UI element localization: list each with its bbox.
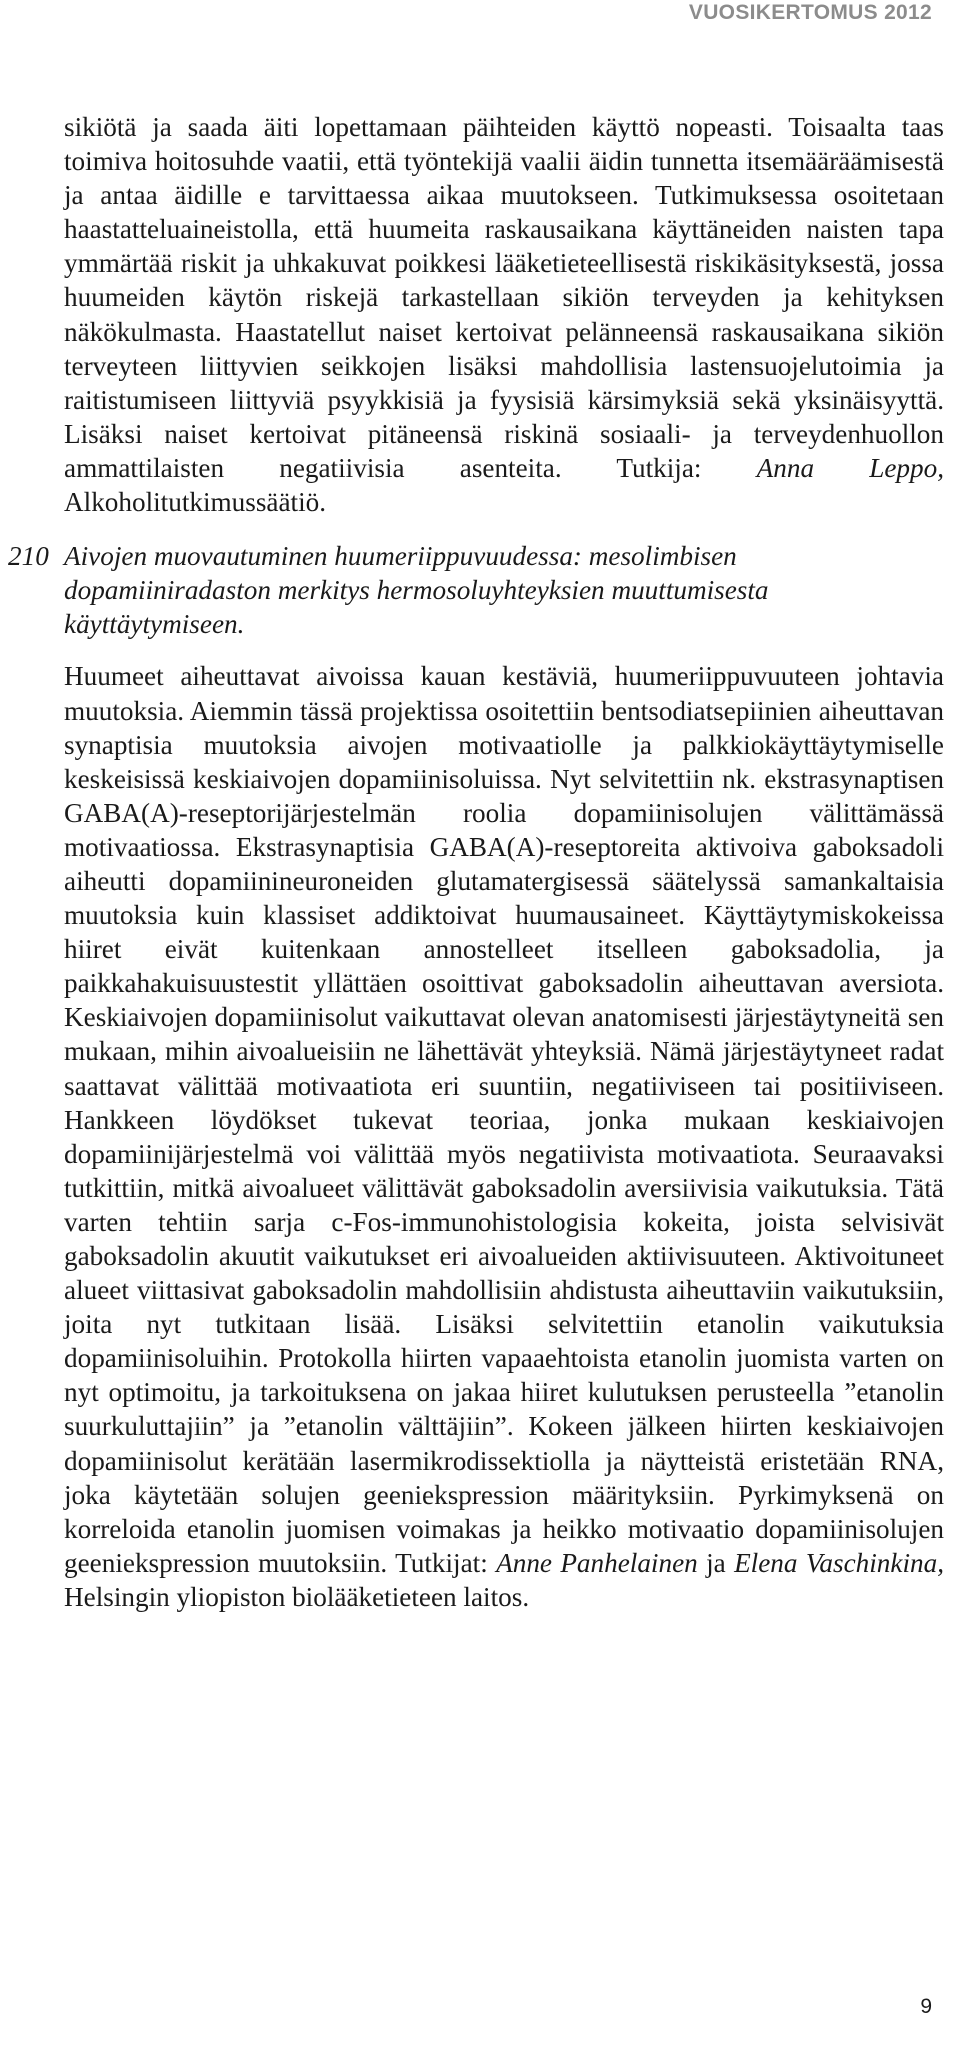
paragraph-text: sikiötä ja saada äiti lopettamaan päihteiden käyttö nopeasti. Toisaalta taas toimiva hoitosuhde vaatii, että työntekijä vaalii äidin tunnetta itsemääräämisestä ja antaa äidille e tarvittaessa aikaa muutokseen. Tutkimuksessa osoitetaan haastatteluaineistolla, että huumeita raskausaikana käyttäneiden naisten tapa ymmärtää riskit ja uhkakuvat poikkesi lääketieteellisestä riskikäsityksestä, jossa huumeiden käytön riskejä tarkastellaan sikiön terveyden ja kehityksen näkökulmasta. Haastatellut naiset kertoivat pelänneensä raskausaikana sikiön terveyteen liittyvien seikkojen lisäksi mahdollisia lastensuojelutoimia ja raitistumiseen liittyviä psyykkisiä ja fyysisiä kärsimyksiä sekä yksinäisyyttä. Lisäksi naiset kertoivat pitäneensä riskinä sosiaali- ja terveydenhuollon ammattilaisten negatiivisia asenteita. bbox=[64, 112, 944, 483]
continued-paragraph bbox=[64, 110, 944, 519]
institution-name: Alkoholitutkimussäätiö. bbox=[64, 487, 327, 518]
entry-institution: Helsingin yliopiston biolääketieteen laitos. bbox=[64, 1581, 530, 1612]
researchers-label: Tutkijat: bbox=[395, 1547, 488, 1578]
entry-body-text: Huumeet aiheuttavat aivoissa kauan kestäviä, huumeriippuvuuteen johtavia muutoksia. Aiemmin tässä projektissa osoitettiin bentsodiatsepiinien aiheuttavan synaptisia muutoksia aivojen motivaatiolle ja palkkiokäyttäytymiselle keskeisissä keskiaivojen dopamiinisoluissa. Nyt selvitettiin nk. ekstrasynaptisen GABA(A)-reseptorijärjestelmän roolia dopamiinisolujen välittämässä motivaatiossa. Ekstrasynaptisia GABA(A)-reseptoreita aktivoiva gaboksadoli aiheutti dopamiinineuroneiden glutamatergisessä säätelyssä samankaltaisia muutoksia kuin klassiset addiktoivat huumausaineet. Käyttäytymiskokeissa hiiret eivät kuitenkaan annostelleet itselleen gaboksadolia, ja paikkahakuisuustestit yllättäen osoittivat gaboksadolin aiheuttavan aversiota. Keskiaivojen dopamiinisolut vaikuttavat olevan anatomisesti järjestäytyneitä sen mukaan, mihin aivoalueisiin ne lähettävät yhteyksiä. Nämä järjestäytyneet radat saattavat välittää motivaatiota eri suuntiin, negatiiviseen tai positiiviseen. Hankkeen löydökset tukevat teoriaa, jonka mukaan keskiaivojen dopamiinijärjestelmä voi välittää myös negatiivista motivaatiota. Seuraavaksi tutkittiin, mitkä aivoalueet välittävät gaboksadolin aversiivisia vaikutuksia. Tätä varten tehtiin sarja c-Fos-immunohistologisia kokeita, joista selvisivät gaboksadolin akuutit vaikutukset eri aivoalueiden aktiivisuuteen. Aktivoituneet alueet viittasivat gaboksadolin mahdollisiin ahdistusta aiheuttaviin vaikutuksiin, joita nyt tutkitaan lisää. Lisäksi selvitettiin etanolin vaikutuksia dopamiinisoluihin. Protokolla hiirten vapaaehtoista etanolin juomista varten on nyt optimoitu, ja tarkoituksena on jakaa hiiret kulutuksen perusteella ”etanolin suurkuluttajiin” ja ”etanolin välttäjiin”. Kokeen jälkeen hiirten keskiaivojen dopamiinisolut kerätään lasermikrodissektiolla ja näytteistä eristetään RNA, joka käytetään solujen geeniekspression määrityksiin. Pyrkimyksenä on korreloida etanolin juomisen voimakas ja heikko motivaatio dopamiinisolujen geeniekspression muutoksiin. bbox=[64, 661, 944, 1578]
page-header bbox=[0, 0, 960, 26]
researcher-conjunction: ja bbox=[706, 1547, 726, 1578]
researcher-2-name: Elena Vaschinkina, bbox=[734, 1547, 944, 1578]
publication-title: VUOSIKERTOMUS 2012 bbox=[688, 1, 932, 24]
page-content bbox=[8, 110, 945, 1614]
entry-title: Aivojen muovautuminen huumeriippuvuudessa: mesolimbisen dopamiiniradaston merkitys hermosoluyhteyksien muuttumisesta käyttäytymiseen. bbox=[64, 541, 769, 640]
researcher-1-name: Anne Panhelainen bbox=[496, 1547, 698, 1578]
entry-number: 210 bbox=[8, 541, 49, 572]
page-number: 9 bbox=[920, 1995, 932, 2018]
researcher-label: Tutkija: bbox=[616, 452, 702, 483]
entry-body bbox=[64, 659, 944, 1614]
researcher-name: Anna Leppo, bbox=[756, 452, 945, 483]
research-entry bbox=[8, 539, 944, 1614]
